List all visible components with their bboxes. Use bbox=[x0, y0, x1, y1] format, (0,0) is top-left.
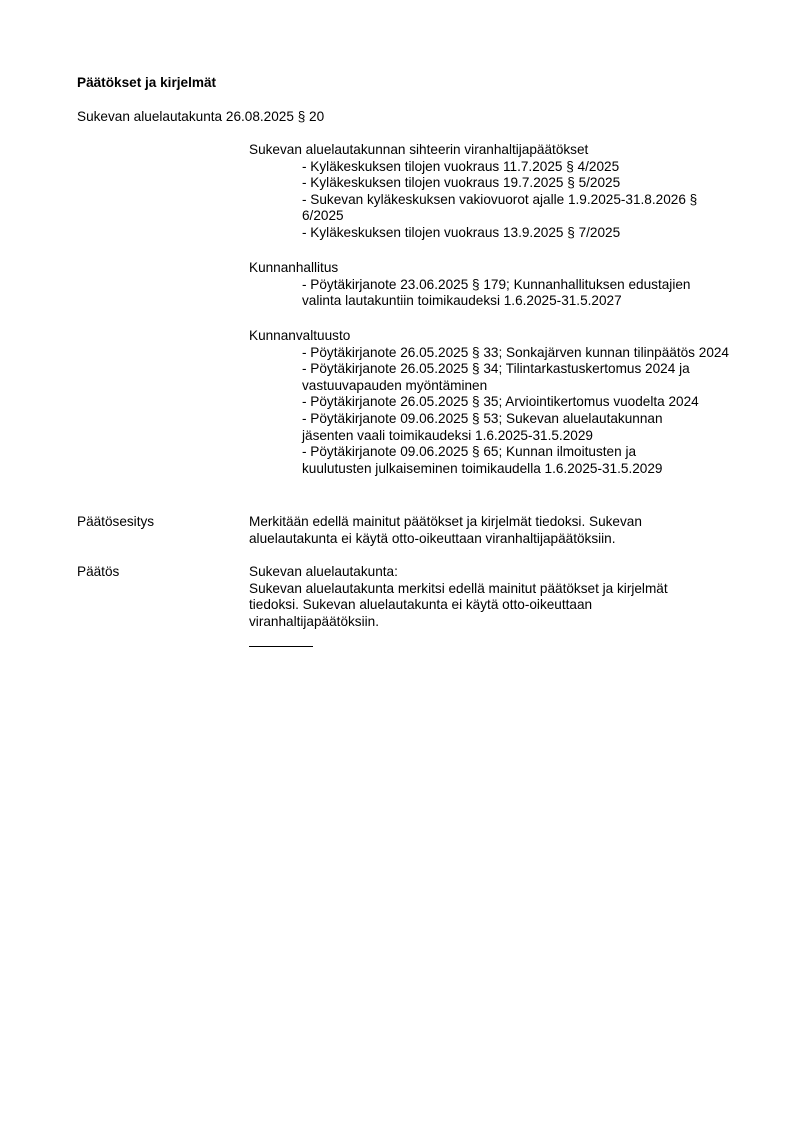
proposal-label: Päätösesitys bbox=[77, 514, 155, 529]
list-item: - Pöytäkirjanote 26.05.2025 § 35; Arviointikertomus vuodelta 2024 bbox=[302, 394, 699, 410]
closing-rule bbox=[249, 646, 313, 647]
decision-text: Sukevan aluelautakunta merkitsi edellä mainitut päätökset ja kirjelmät tiedoksi. Sukevan aluelautakunta ei käytä otto-oikeuttaan viranhaltijapäätöksiin. bbox=[249, 580, 668, 629]
page-title: Päätökset ja kirjelmät bbox=[77, 75, 217, 90]
section-kunnanhallitus bbox=[249, 260, 739, 310]
decision-body-name: Sukevan aluelautakunta: bbox=[249, 564, 398, 579]
meeting-reference: Sukevan aluelautakunta 26.08.2025 § 20 bbox=[77, 109, 325, 124]
section-heading: Sukevan aluelautakunnan sihteerin viranhaltijapäätökset bbox=[249, 142, 589, 157]
section-kunnanvaltuusto bbox=[249, 328, 739, 477]
proposal-text: Merkitään edellä mainitut päätökset ja kirjelmät tiedoksi. Sukevan aluelautakunta ei käytä otto-oikeuttaan viranhaltijapäätöksiin. bbox=[249, 514, 642, 546]
list-item: - Kyläkeskuksen tilojen vuokraus 11.7.2025 § 4/2025 bbox=[302, 158, 620, 174]
list-item: - Pöytäkirjanote 26.05.2025 § 34; Tilintarkastuskertomus 2024 ja vastuuvapauden myöntäminen bbox=[302, 361, 690, 393]
section-heading: Kunnanhallitus bbox=[249, 260, 339, 275]
list-item: - Pöytäkirjanote 09.06.2025 § 65; Kunnan ilmoitusten ja kuulutusten julkaiseminen toimikaudella 1.6.2025-31.5.2029 bbox=[302, 444, 663, 476]
decision-block bbox=[249, 564, 709, 630]
list-item: - Pöytäkirjanote 23.06.2025 § 179; Kunnanhallituksen edustajien valinta lautakuntiin toimikaudeksi 1.6.2025-31.5.2027 bbox=[302, 276, 691, 309]
decision-label: Päätös bbox=[77, 564, 120, 579]
list-item: - Kyläkeskuksen tilojen vuokraus 19.7.2025 § 5/2025 bbox=[302, 175, 621, 191]
list-item: - Pöytäkirjanote 26.05.2025 § 33; Sonkajärven kunnan tilinpäätös 2024 bbox=[302, 344, 729, 360]
list-item: - Pöytäkirjanote 09.06.2025 § 53; Sukevan aluelautakunnan jäsenten vaali toimikaudeksi 1.6.2025-31.5.2029 bbox=[302, 410, 663, 443]
list-item: - Sukevan kyläkeskuksen vakiovuorot ajalle 1.9.2025-31.8.2026 § 6/2025 bbox=[302, 191, 698, 224]
list-item: - Kyläkeskuksen tilojen vuokraus 13.9.2025 § 7/2025 bbox=[302, 224, 621, 240]
section-viranhaltijapaatokset bbox=[249, 142, 739, 242]
section-heading: Kunnanvaltuusto bbox=[249, 328, 351, 343]
